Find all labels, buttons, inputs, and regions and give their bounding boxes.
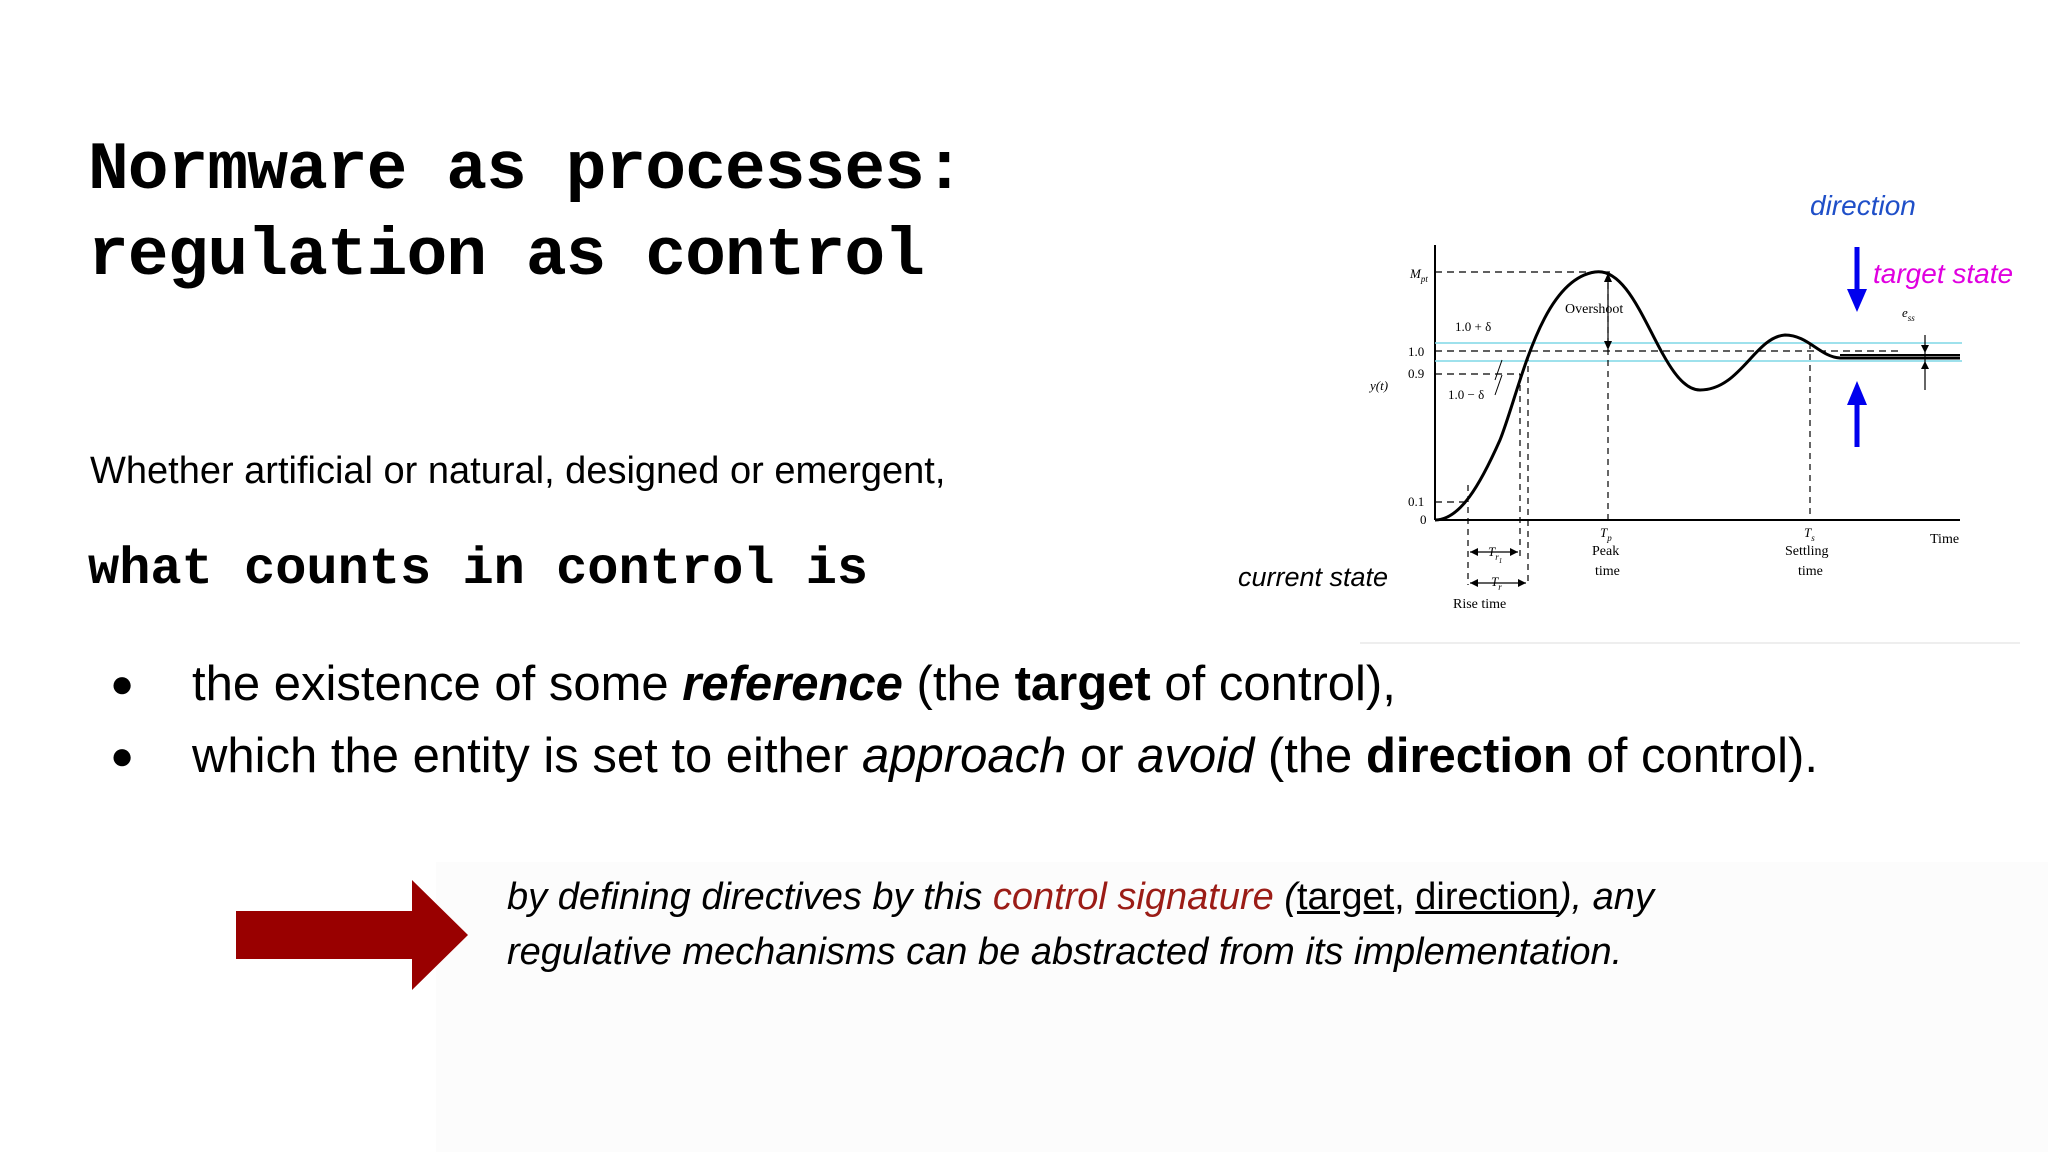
bullet-emph-approach: approach [862, 729, 1067, 783]
bullet-text: of control), [1150, 657, 1396, 711]
tick-0: 0 [1420, 512, 1427, 527]
tr1-arrow-head-icon [1470, 548, 1478, 556]
svg-text:Tr1 [1488, 544, 1502, 565]
conclusion-part: ), any [1558, 876, 1654, 918]
tick-0-1: 0.1 [1408, 494, 1425, 509]
emphasis-line: what counts in control is [88, 540, 869, 599]
mp-sub-label: pt [1420, 274, 1428, 284]
conclusion-text [507, 870, 1654, 980]
svg-text:Tp [1600, 525, 1612, 543]
conclusion-part: ( [1273, 876, 1297, 918]
bullet-item-direction [110, 720, 1818, 792]
settling-label: Settling [1785, 544, 1829, 559]
tr1-label: T [1488, 544, 1496, 559]
current-state-label: current state [1238, 562, 1389, 592]
bullet-emph-reference: reference [682, 657, 903, 711]
bullet-dot-icon: ● [110, 662, 135, 706]
ess-arrow-head-icon [1921, 345, 1929, 353]
y-axis-label: y(t) [1370, 378, 1389, 393]
title-line-2: regulation as control [88, 218, 924, 295]
slide-title [88, 128, 964, 300]
mp-label: M [1410, 266, 1421, 281]
bullet-emph-direction: direction [1365, 729, 1573, 783]
right-arrow-icon [236, 880, 468, 990]
svg-text:Ts [1804, 525, 1815, 543]
overshoot-arrow-head-icon [1604, 341, 1612, 350]
bullet-dot-icon: ● [110, 734, 135, 778]
ess-arrow-head-icon [1921, 361, 1929, 369]
bullet-text: the existence of some [192, 657, 683, 711]
settling-time-label: time [1798, 564, 1823, 579]
tick-1-0: 1.0 [1408, 344, 1425, 359]
ts-sub-label: s [1811, 533, 1815, 543]
delta-plus-label: 1.0 + δ [1455, 319, 1492, 334]
title-line-1: Normware as processes: [88, 132, 964, 209]
bullet-item-reference [110, 648, 1818, 720]
up-arrow-icon [1847, 381, 1867, 405]
bullet-emph-target: target [1014, 657, 1151, 711]
tr1-subsub-label: 1 [1498, 557, 1503, 565]
svg-text:ess [1902, 305, 1915, 323]
peak-label: Peak [1592, 544, 1620, 559]
delta-minus-label: 1.0 − δ [1448, 387, 1485, 402]
conclusion-part: by defining directives by this [507, 876, 993, 918]
bullet-text: of control). [1572, 729, 1818, 783]
step-response-figure [1340, 185, 2020, 645]
tr-arrow-head-icon [1470, 579, 1478, 587]
ts-label: T [1804, 525, 1812, 540]
down-arrow-icon [1847, 289, 1867, 312]
tp-label: T [1600, 525, 1608, 540]
tr1-sub-label: r [1495, 552, 1499, 562]
ess-sub-label: ss [1907, 313, 1915, 323]
ess-label: e [1902, 305, 1908, 320]
svg-text:Tr [1491, 574, 1502, 592]
bullet-text: or [1066, 729, 1138, 783]
control-signature-text: control signature [992, 876, 1274, 918]
tr-sub-label: r [1498, 582, 1502, 592]
conclusion-line-2: regulative mechanisms can be abstracted from its implementation. [507, 931, 1623, 973]
tr-arrow-head-icon [1518, 579, 1526, 587]
overshoot-label: Overshoot [1565, 302, 1624, 317]
bullet-text: (the [1254, 729, 1366, 783]
target-link-text: target [1296, 876, 1395, 918]
tr1-arrow-head-icon [1510, 548, 1518, 556]
tick-0-9: 0.9 [1408, 366, 1425, 381]
intro-text: Whether artificial or natural, designed or emergent, [90, 450, 946, 492]
bullet-text: (the [902, 657, 1015, 711]
bullet-emph-avoid: avoid [1137, 729, 1255, 783]
direction-link-text: direction [1415, 876, 1559, 918]
x-axis-label: Time [1930, 532, 1960, 547]
direction-label: direction [1810, 190, 1916, 221]
rise-time-label: Rise time [1453, 597, 1507, 612]
peak-time-label: time [1595, 564, 1620, 579]
response-curve [1435, 272, 1960, 520]
tp-sub-label: p [1607, 533, 1612, 543]
tr-label: T [1491, 574, 1499, 589]
conclusion-part: , [1394, 876, 1416, 918]
bullet-text: which the entity is set to either [192, 729, 862, 783]
target-state-label: target state [1873, 258, 2014, 289]
bullet-list [110, 648, 1818, 792]
svg-text:Mpt [1409, 266, 1428, 284]
step-response-diagram [1340, 185, 2020, 645]
